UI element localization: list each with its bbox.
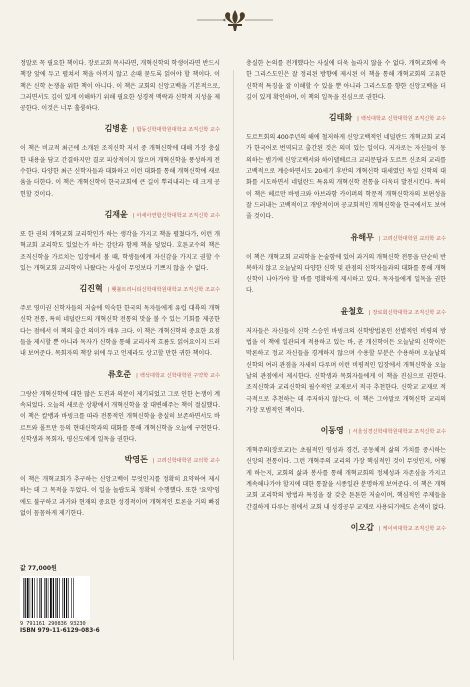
endorsement-text: 그랑산 개혁신학에 대한 많은 도전과 의문이 제기되었고 그로 인한 논쟁이 계속되었다. 오늘의 새로운 상황에서 개혁신학을 잘 대변해주는 책이 절실했다. 이 책은 칼뱅과 바빙크를 따라 전통적인 개혁신학을 충실히 보존하면서도 바르트와 몰트만 등의 현대신학과의 대화를 통해 개혁신학을 오늘에 구현한다. 신학생과 목회자, 평신도에게 일독을 권한다. <box>20 390 220 443</box>
isbn-number: ISBN 979-11-6129-083-6 <box>20 628 100 634</box>
endorser-affiliation: 고려신학대학원 교의학 교수 <box>156 458 220 465</box>
left-column <box>20 58 220 519</box>
endorsement <box>246 326 446 437</box>
endorser-affiliation: 백석대학교 신학대학원 구약학 교수 <box>139 372 220 379</box>
endorser-signature: 김병훈 | 합동신학대학원대학교 조직신학 교수 <box>104 124 220 134</box>
endorser-affiliation: 백석대학교 신학대학원 조직신학 교수 <box>360 116 446 123</box>
endorser-name: 김재윤 <box>104 209 128 219</box>
endorsement-text: 정말로 꼭 필요한 책이다. 장로교회 목사라면, 개혁신학의 학생이라면 반드시 책장 앞에 두고 펼쳐서 책을 아끼지 않고 손때 묻도록 읽어야 할 책이다. 이 책은 신학 논쟁을 위한 책이 아니다. 이 책은 교회의 신앙고백을 기본적으로, 그러면서도 깊이 있게 이해하기 위해 필요한 성경적 맥락과 신학적 지성을 제공한다. 이것은 너무 훌륭하다. <box>20 60 220 113</box>
barcode-icon <box>20 576 90 620</box>
endorser-signature: 이오갑 | 케이씨대학교 조직신학 교수 <box>350 522 446 532</box>
endorsement-text: 또 한 권의 개혁교회 교리학인가 하는 생각을 가지고 책을 펼쳤다가, 이런 개혁교회 교리학도 있었는가 하는 감탄과 함께 책을 덮었다. 호튼교수의 책은 조직신학을 가르치는 입장에서 볼 때, 학생들에게 자신감을 가지고 권할 수 있는 개혁교회 교리학이 나왔다는 사실이 무엇보다 기쁘지 않을 수 없다. <box>20 230 220 272</box>
endorser-name: 김태화 <box>328 113 353 123</box>
endorsement-text: 개혁주의(장로교)는 초월적인 영성과 경건, 공동체적 삶의 가치를 중시하는 신앙의 전통이다. 그런 개혁주의 교리의 가장 핵심적인 것이 무엇인지, 어떻게 하는지, 교회의 삶과 봉사를 통해 개혁교회의 정체성과 자존심을 가지고 계속해나가야 할지에 대한 통찰을 시종일관 분명하게 보여준다. 이 책은 개혁교회 교리학의 방법과 특징을 잘 갖춘 튼튼한 저술이며, 핵심적인 주제들을 간결하게 다루는 점에서 교회 내 성경공부 교재로 사용되기에도 손색이 없다. <box>246 447 446 511</box>
endorser-name: 이동영 <box>320 426 344 436</box>
endorser-name: 박영돈 <box>124 455 148 465</box>
endorser-affiliation: 케이씨대학교 조직신학 교수 <box>382 525 446 532</box>
endorser-name: 유해무 <box>350 232 374 242</box>
barcode-number: 9 791161 290836 93230 <box>20 621 86 627</box>
endorser-signature: 류호준 | 백석대학교 신학대학원 구약학 교수 <box>107 369 220 379</box>
endorser-name: 이오갑 <box>350 522 374 532</box>
endorser-affiliation: 장로회신학대학교 조직신학 교수 <box>372 309 446 316</box>
endorser-name: 류호준 <box>107 369 132 379</box>
endorser-affiliation: 서울성경신학대학원대학교 조직신학 교수 <box>352 429 446 436</box>
endorser-signature: 김재윤 | 아세아연합신학대학교 조직신학 교수 <box>104 209 220 219</box>
endorsement <box>246 252 446 318</box>
endorsement <box>20 474 220 519</box>
endorser-name: 김병훈 <box>104 124 128 134</box>
price-label: 값 77,000원 <box>20 565 57 572</box>
endorsement-text: 이 책은 개혁교회가 추구하는 신앙고백이 무엇인지를 정확히 요약하여 제시하는 데 그 목적을 두었다. 이 일을 놀랍도록 정확히 수행했다. 또한 '요약'임에도 불구하고 과거와 현재의 중요한 성경적이며 개혁적인 토론을 거의 빠짐없이 꼼꼼하게 제기한다. <box>20 476 220 518</box>
endorser-affiliation: 합동신학대학원대학교 조직신학 교수 <box>136 127 220 134</box>
endorser-affiliation: 고려신학대학원 교의학 교수 <box>382 235 446 242</box>
endorser-signature: 윤철호 | 장로회신학대학교 조직신학 교수 <box>340 306 446 316</box>
endorsement <box>20 389 220 466</box>
endorser-name: 김진혁 <box>79 284 103 294</box>
endorsement <box>20 143 220 220</box>
endorser-affiliation: 횃불트리니티신학대학원대학교 조직신학 조교수 <box>111 287 220 294</box>
column-divider <box>233 70 234 660</box>
endorser-signature: 박영돈 | 고려신학대학원 교의학 교수 <box>124 455 220 465</box>
endorser-signature: 이동영 | 서울성경신학대학원대학교 조직신학 교수 <box>320 426 446 436</box>
endorser-affiliation: 아세아연합신학대학교 조직신학 교수 <box>136 212 220 219</box>
barcode-block <box>20 576 100 634</box>
endorsement-text: 도르트회의 400주년의 해에 철저하게 신앙고백적인 네덜란드 개혁교회 교리가 한국어로 번역되고 출간된 것은 의미 있는 일이다. 저자로는 자신들이 동의하는 범기에 신앙고백서와 하이델베르크 교리문답과 도르트 신조의 교리를 고백적으로 계승하면서도 20세기 후반의 개혁신학 대세였던 독일 신학의 대화를 시도하면서 네덜란드 특유의 개혁신학 전통을 더욱더 발전시킨다. 특히 이 책은 헤르만 바빙크와 아브라함 카이퍼의 학문적 개혁신학자의 보편성을 잘 드러내는 고백적이고 개방적이며 공교회적인 개혁신학을 한국에서도 보여줄 것이다. <box>246 134 446 221</box>
fleur-de-lis-icon <box>195 8 275 32</box>
right-column <box>246 58 446 542</box>
endorsement <box>20 303 220 380</box>
endorser-signature: 김태화 | 백석대학교 신학대학원 조직신학 교수 <box>328 113 446 123</box>
endorsement-text: 충실한 논의를 전개했다는 사실에 더욱 놀라지 않을 수 없다. 개혁교회에 속한 그리스도인은 잘 정리된 방향에 제시된 이 책을 통해 개혁교회의 고유한 신학적 특징을 잘 이해할 수 있을 뿐 아니라 그리스도를 향한 신앙고백을 더 깊이 있게 확인하며, 이 책의 일독을 진심으로 권한다. <box>246 60 446 101</box>
endorsement <box>20 58 220 135</box>
endorser-signature: 유해무 | 고려신학대학원 교의학 교수 <box>350 232 446 242</box>
endorsement <box>246 132 446 243</box>
endorsement-text: 이 책은 비교적 최근에 소개된 조직신학 저서 중 개혁신학에 대해 가장 충실한 내용을 담고 간결하지만 결코 피상적이지 않으며 개혁신학을 풍성하게 전수한다. 다양한 최근 신학자들과 대화하고 이런 대화를 통해 개혁신학에 새로움을 더한다. 이 책은 개혁신학이 한국교회에 큰 길이 뿌리내리는 데 크게 공헌할 것이다. <box>20 145 220 198</box>
endorser-signature: 김진혁 | 횃불트리니티신학대학원대학교 조직신학 조교수 <box>79 284 220 294</box>
endorsement-text: 이 책은 개혁교회 교리학을 논술함에 있어 과거의 개혁신학 전통을 단순히 반복하지 않고 오늘날의 다양한 신학 및 관점의 신학자들과의 대화를 통해 개혁신학이 나아가야 할 바를 명확하게 제시하고 있다. 독자들에게 일독을 권한다. <box>246 253 446 295</box>
endorsement <box>20 229 220 295</box>
endorsement <box>246 445 446 534</box>
endorsement-text: 저자들은 자신들이 신학 스승인 바빙크의 신학방법론인 선별적인 비평의 방법을 이 책에 일관되게 적용하고 있는 바, 곧 개신학이든 오늘날의 신학이든 막론하고 정교 자신들을 경계하지 않으며 수용할 부분은 수용하며 오늘날의 신학의 여러 관점을 자세히 다루며 이런 비평적인 입장에서 개혁신학을 오늘날의 관점에서 제시한다. 신학생과 목회자들에게 이 책을 진심으로 권한다. 조직신학과 교리신학의 필수적인 교재로서 적극 추천한다. 신학교 교재로 적극적으로 추천하는 데 주저하지 않는다. 이 책은 그야말로 개혁신학 교리의 가장 모범적인 책이다. <box>246 327 446 414</box>
endorsement <box>246 58 446 124</box>
endorser-name: 윤철호 <box>340 306 364 316</box>
endorsement-text: 주로 영미권 신학자들의 저술에 익숙한 한국의 독자들에게 유럽 대륙의 개혁신학 전통, 특히 네덜란드의 개혁신학 전통의 맛을 볼 수 있는 기회를 제공한다는 점에서 이 책의 출간 의미가 매우 크다. 이 책은 개혁신학의 중요한 요점들을 제시할 뿐 아니라 독자가 신학을 통해 교리사적 흐름도 읽어요이지 드러내 보여준다. 목회자의 책장 위에 두고 언제라도 상고할 만한 귀한 책이다. <box>20 305 220 358</box>
